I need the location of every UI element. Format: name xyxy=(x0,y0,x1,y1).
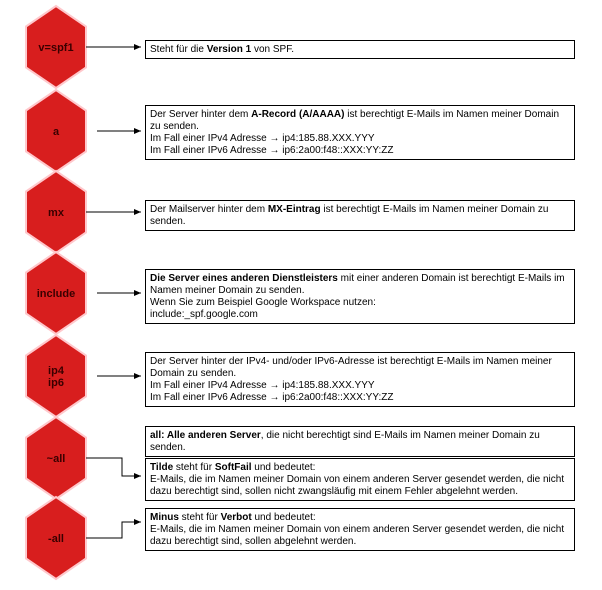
mechanism-label: ip6 xyxy=(48,377,64,389)
description-box xyxy=(145,40,575,59)
description-text: Der Server hinter dem xyxy=(150,109,252,120)
description-text: von SPF. xyxy=(251,44,294,55)
description-text: steht für xyxy=(178,512,221,523)
description-text: steht für xyxy=(173,462,215,473)
description-text: Im Fall einer IPv6 Adresse → ip6:2a00:f48::XXX:YY:ZZ xyxy=(150,392,394,403)
mechanism-label: include xyxy=(36,288,76,300)
description-box xyxy=(145,508,575,551)
emphasis-text: Version 1 xyxy=(206,44,252,55)
connector-arrow xyxy=(86,522,141,538)
description-text: Steht für die xyxy=(150,44,207,55)
emphasis-text: SoftFail xyxy=(214,462,252,473)
description-text: Der Server hinter der IPv4- und/oder IPv6-Adresse ist berechtigt E-Mails im Namen meiner Domain zu senden. xyxy=(150,356,552,379)
description-box xyxy=(145,352,575,407)
description-text: E-Mails, die im Namen meiner Domain von einem anderen Server gesendet werden, die nicht dazu berechtigt sind, sollen abgelehnt werden. xyxy=(150,524,565,547)
description-text: mit einer anderen Domain ist berechtigt E-Mails im Namen meiner Domain zu senden. xyxy=(150,273,565,296)
emphasis-text: Die Server eines anderen Dienstleisters xyxy=(150,273,338,284)
mechanism-label: -all xyxy=(48,533,64,545)
description-text: , die nicht berechtigt sind E-Mails im Namen meiner Domain zu senden. xyxy=(150,430,540,453)
description-box xyxy=(145,269,575,324)
mechanism-label: v=spf1 xyxy=(38,42,74,54)
description-box xyxy=(145,458,575,501)
description-text: Im Fall einer IPv4 Adresse → ip4:185.88.XXX.YYY xyxy=(150,380,375,391)
emphasis-text: Minus xyxy=(150,512,179,523)
description-box xyxy=(145,105,575,160)
emphasis-text: MX-Eintrag xyxy=(267,204,321,215)
description-text: und bedeutet: xyxy=(251,512,316,523)
description-text: ist berechtigt E-Mails im Namen meiner Domain zu senden. xyxy=(150,204,549,227)
mechanism-label: a xyxy=(52,126,60,138)
description-box xyxy=(145,200,575,231)
emphasis-text: all: Alle anderen Server xyxy=(150,430,261,441)
emphasis-text: Verbot xyxy=(220,512,252,523)
emphasis-text: A-Record (A/AAAA) xyxy=(251,109,345,120)
description-text: Im Fall einer IPv6 Adresse → ip6:2a00:f48::XXX:YY:ZZ xyxy=(150,145,394,156)
description-text: include:_spf.google.com xyxy=(150,309,258,320)
description-text: ist berechtigt E-Mails im Namen meiner Domain zu senden. xyxy=(150,109,560,132)
description-box xyxy=(145,426,575,457)
mechanism-label: ~all xyxy=(46,453,66,465)
description-text: Der Mailserver hinter dem xyxy=(150,204,268,215)
mechanism-label: ip4 xyxy=(48,365,64,377)
description-text: E-Mails, die im Namen meiner Domain von einem anderen Server gesendet werden, die nicht dazu berechtigt sind, sollen nicht zwangsläufig mit einem Fehler abgelehnt werden. xyxy=(150,474,565,497)
emphasis-text: Tilde xyxy=(150,462,174,473)
description-text: Im Fall einer IPv4 Adresse → ip4:185.88.XXX.YYY xyxy=(150,133,375,144)
description-text: Wenn Sie zum Beispiel Google Workspace nutzen: xyxy=(150,297,376,308)
connector-arrow xyxy=(86,458,141,476)
mechanism-label: mx xyxy=(48,207,64,219)
description-text: und bedeutet: xyxy=(251,462,316,473)
